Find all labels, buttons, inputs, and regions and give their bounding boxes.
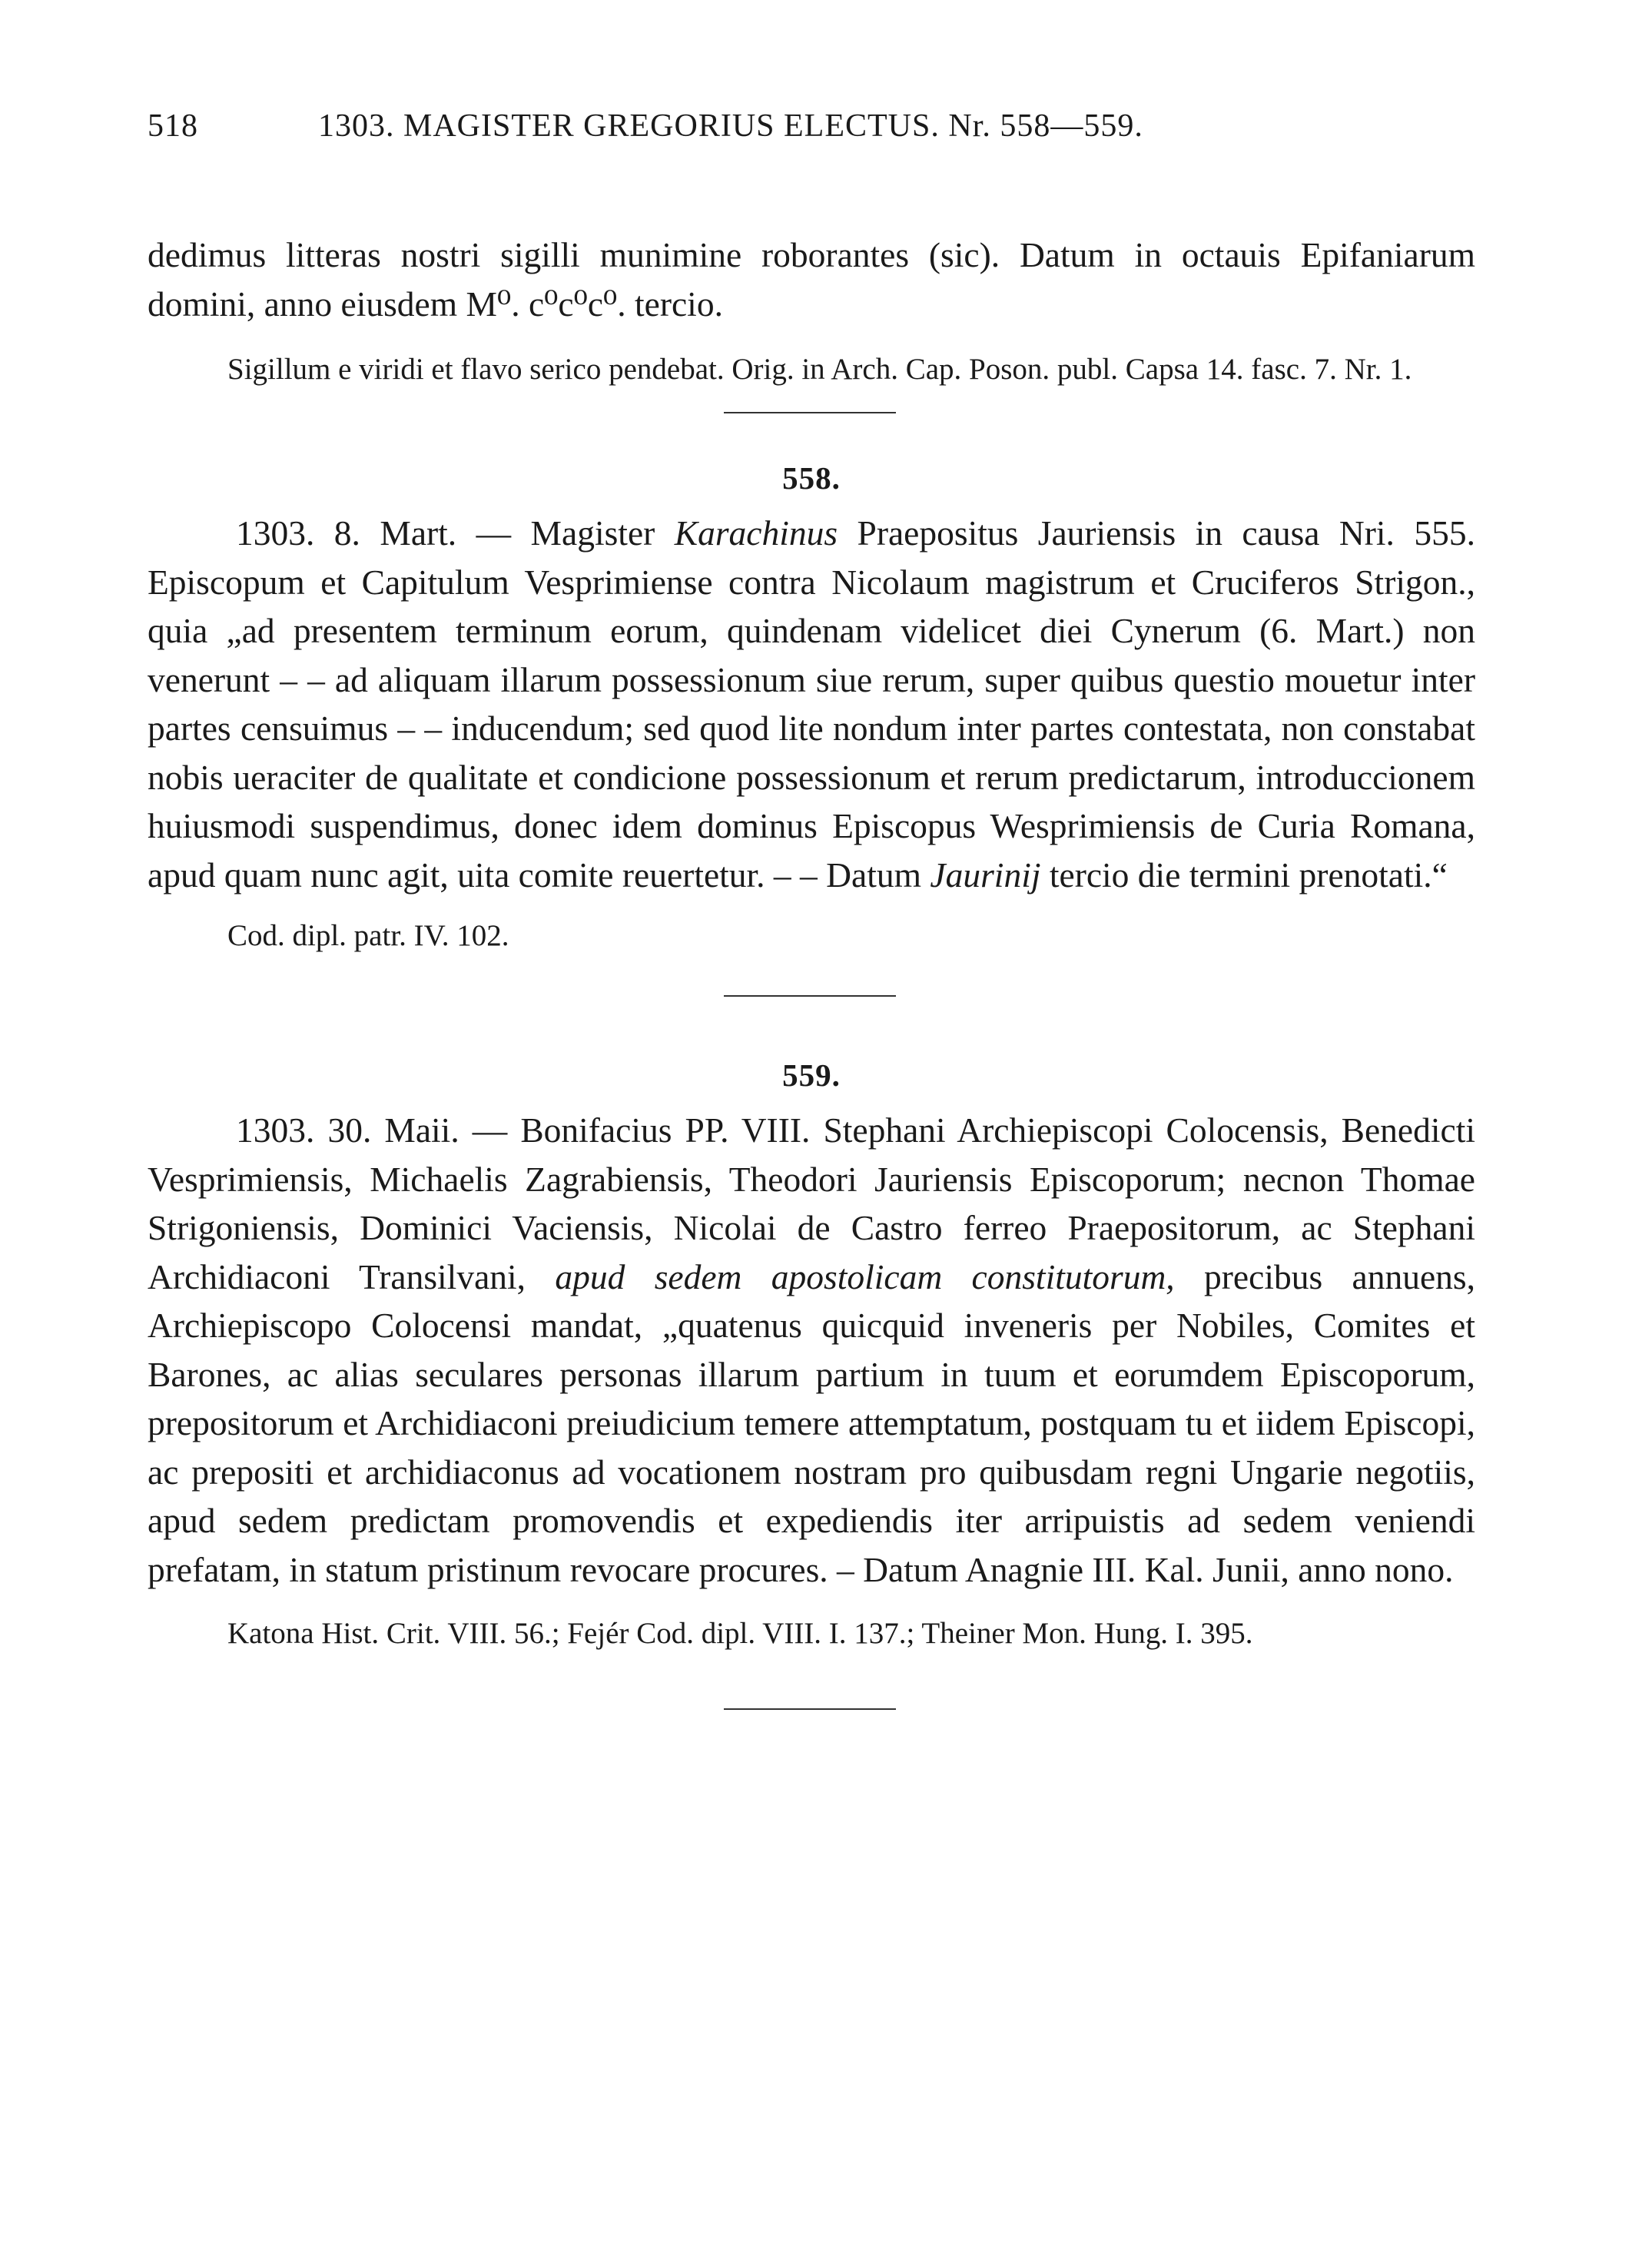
entry-italic-segment: Karachinus [674, 513, 838, 553]
divider-rule [724, 1708, 896, 1710]
entry-number-558: 558. [782, 460, 841, 496]
entry-text-segment: tercio die termini prenotati.“ [1040, 855, 1448, 895]
entry-text-559 [148, 1106, 1475, 1594]
entry-text-segment: Praepositus Jauriensis in causa Nri. 555. Episcopum et Capitulum Vesprimiense contra Nicolaum magistrum et Cruciferos Strigon., quia „ad presentem terminum eorum, quindenam videlicet diei Cynerum (6. Mart.) non venerunt – – ad aliquam illarum possessionum siue rerum, super quibus questio mouetur inter partes censuimus – – inducendum; sed quod lite nondum inter partes contestata, non constabat nobis ueraciter de qualitate et condicione possessionum et rerum predictarum, introduccionem huiusmodi suspendimus, donec idem dominus Episcopus Wesprimiensis de Curia Romana, apud quam nunc agit, uita comite reuertetur. – – Datum [148, 513, 1475, 895]
entry-italic-segment: apud sedem apostolicam constitutorum, [555, 1256, 1175, 1296]
entry-italic-segment: Jaurinij [930, 855, 1041, 895]
divider-rule [724, 995, 896, 997]
entry-note-558: Cod. dipl. patr. IV. 102. [227, 919, 509, 952]
entry-text-segment: 1303. 8. Mart. — Magister [236, 513, 675, 553]
divider-rule [724, 412, 896, 413]
entry-note-559: Katona Hist. Crit. VIII. 56.; Fejér Cod. dipl. VIII. I. 137.; Theiner Mon. Hung. I. 395. [227, 1617, 1253, 1650]
entry-text-segment: 1303. 30. Maii. — Bonifacius PP. VIII. Stephani Archiepiscopi Colocensis, Benedicti Vesprimiensis, Michaelis Zagrabiensis, Theodori Jauriensis Episcoporum; necnon Thomae Strigoniensis, Dominici Vaciensis, Nicolai de Castro ferreo Praepositorum, ac Stephani Archidiaconi Transilvani, [148, 1110, 1475, 1296]
page [148, 108, 1475, 1710]
entry-number-559: 559. [782, 1057, 841, 1093]
running-head [148, 108, 1475, 154]
running-title: 1303. MAGISTER GREGORIUS ELECTUS. Nr. 558—559. [318, 108, 1143, 144]
entry-text-558 [148, 509, 1475, 899]
entry-text-segment: precibus annuens, Archiepiscopo Colocensi mandat, „quatenus quicquid inveneris per Nobiles, Comites et Barones, ac alias seculares personas illarum partium in tuum et eorumdem Episcoporum, prepositorum et Archidiaconi preiudicium temere attemptatum, postquam tu et iidem Episcopi, ac prepositi et archidiaconus ad vocationem nostram pro quibusdam regni Ungarie negotiis, apud sedem predictam promovendis et expediendis iter arripuistis ad sedem veniendi prefatam, in statum pristinum revocare procures. – Datum Anagnie III. Kal. Junii, anno nono. [148, 1256, 1475, 1589]
continuation-note: Sigillum e viridi et flavo serico pendebat. Orig. in Arch. Cap. Poson. publ. Capsa 14. fasc. 7. Nr. 1. [227, 353, 1412, 386]
page-number: 518 [148, 108, 198, 144]
continuation-text: dedimus litteras nostri sigilli munimine roborantes (sic). Datum in octauis Epifaniarum domini, anno eiusdem M⁰. c⁰c⁰c⁰. tercio. [148, 235, 1475, 324]
